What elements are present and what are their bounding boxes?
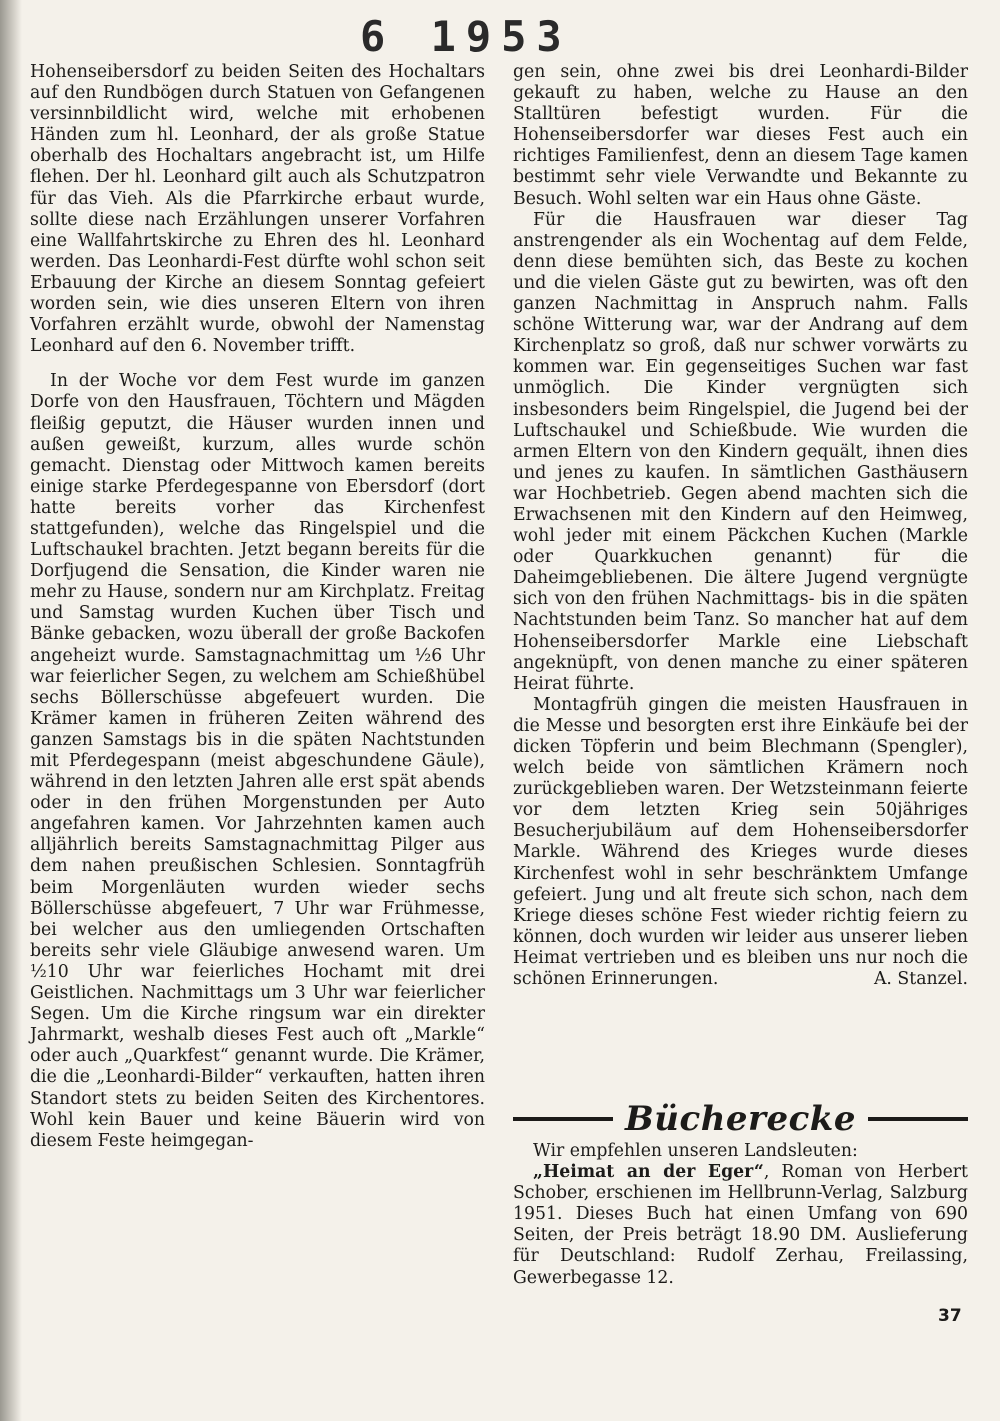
book-details: , Roman von Herbert Schober, erschienen im Hellbrunn-Verlag, Salzburg 1951. Dieses Buch hat einen Umfang von 690 Seiten, der Preis beträgt 18.90 DM. Auslieferung für Deutschland: Rudolf Zerhau, Freilassing, Gewerbegasse 12. (513, 1162, 968, 1288)
books-section-heading (513, 1097, 968, 1141)
archive-stamp: 6 1953 (360, 12, 572, 61)
heading-rule-right (868, 1117, 968, 1121)
right-paragraph-1: gen sein, ohne zwei bis drei Leonhardi-Bilder gekauft zu haben, welche zu Hause an den Stalltüren befestigt wurden. Für die Hohenseibersdorfer war dieses Fest auch ein richtiges Familienfest, denn an diesem Tage kamen bestimmt sehr viele Verwandte und Bekannte zu Besuch. Wohl selten war ein Haus ohne Gäste. (513, 62, 968, 209)
page-number: 37 (938, 1306, 962, 1326)
left-paragraph-2: In der Woche vor dem Fest wurde im ganzen Dorfe von den Hausfrauen, Töchtern und Mägden fleißig geputzt, die Häuser wurden innen und außen geweißt, kurzum, alles wurde schön gemacht. Dienstag oder Mittwoch kamen bereits einige starke Pferdegespanne von Ebersdorf (dort hatte bereits vorher das Kirchenfest stattgefunden), welche das Ringelspiel und die Luftschaukel brachten. Jetzt begann bereits für die Dorfjugend die Sensation, die Kinder waren nie mehr zu Hause, sondern nur am Kirchplatz. Freitag und Samstag wurden Kuchen über Tisch und Bänke gebacken, wozu überall der große Backofen angeheizt wurde. Samstagnachmittag um ½6 Uhr war feierlicher Segen, zu welchem am Schießhübel sechs Böllerschüsse abgefeuert wurden. Die Krämer kamen in früheren Zeiten während des ganzen Samstags bis in die späten Nachtstunden mit Pferdegespann (meist abgeschundene Gäule), während in den letzten Jahren alle erst spät abends oder in den frühen Morgenstunden per Auto angefahren kamen. Vor Jahrzehnten kamen auch alljährlich bereits Samstagnachmittag Pilger aus dem nahen preußischen Schlesien. Sonntagfrüh beim Morgenläuten wurden wieder sechs Böllerschüsse abgefeuert, 7 Uhr war Frühmesse, bei welcher aus den umliegenden Ortschaften bereits sehr viele Gläubige anwesend waren. Um ½10 Uhr war feierliches Hochamt mit drei Geistlichen. Nachmittags um 3 Uhr war feierlicher Segen. Um die Kirche ringsum war ein direkter Jahrmarkt, weshalb dieses Fest auch oft „Markle“ oder auch „Quarkfest“ genannt wurde. Die Krämer, die die „Leonhardi-Bilder“ verkauften, hatten ihren Standort stets zu beiden Seiten des Kirchentores. Wohl kein Bauer und keine Bäuerin wird von diesem Feste heimgegan- (30, 371, 485, 1151)
right-paragraph-3-text: Montagfrüh gingen die meisten Hausfrauen in die Messe und besorgten erst ihre Einkäufe bei der dicken Töpferin und beim Blechmann (Spengler), welch beide von sämtlichen Krämern noch zurückgeblieben waren. Der Wetzsteinmann feierte vor dem letzten Krieg sein 50jähriges Besucherjubiläum auf dem Hohenseibersdorfer Markle. Während des Krieges wurde dieses Kirchenfest wohl in sehr beschränktem Umfange gefeiert. Jung und alt freute sich schon, nach dem Kriege dieses schöne Fest wieder richtig feiern zu können, doch wurden wir leider aus unserer lieben Heimat vertrieben und es bleiben uns nur noch die schönen Erinnerungen. (513, 694, 968, 990)
right-paragraph-3 (513, 695, 968, 990)
right-paragraph-2: Für die Hausfrauen war dieser Tag anstrengender als ein Wochentag auf dem Felde, denn diese bemühten sich, das Beste zu kochen und die vielen Gäste gut zu bewirten, was oft den ganzen Nachmittag in Anspruch nahm. Falls schöne Witterung war, war der Andrang auf dem Kirchenplatz so groß, daß nur schwer vorwärts zu kommen war. Ein gegenseitiges Suchen war fast unmöglich. Die Kinder vergnügten sich insbesonders beim Ringelspiel, die Jugend bei der Luftschaukel und Schießbude. Wie wurden die armen Eltern von den Kindern gequält, ihnen dies und jenes zu kaufen. In sämtlichen Gasthäusern war Hochbetrieb. Gegen abend machten sich die Erwachsenen mit den Kindern auf den Heimweg, wohl jeder mit einem Päckchen Kuchen (Markle oder Quarkkuchen genannt) für die Daheimgebliebenen. Die ältere Jugend vergnügte sich von den frühen Nachmittags- bis in die späten Nachtstunden beim Tanz. So mancher hat auf dem Hohenseibersdorfer Markle eine Liebschaft angeknüpft, von denen manche zu einer späteren Heirat führte. (513, 209, 968, 694)
book-recommendation (513, 1162, 968, 1289)
left-column (30, 62, 485, 1152)
heading-rule-left (513, 1117, 613, 1121)
book-title: „Heimat an der Eger“ (533, 1162, 764, 1183)
books-section-body (513, 1141, 968, 1289)
books-intro: Wir empfehlen unseren Landsleuten: (533, 1141, 858, 1161)
right-column (513, 62, 968, 990)
books-heading-title: Bücherecke (625, 1099, 856, 1139)
author-signature: A. Stanzel. (873, 969, 968, 990)
page-binding-shadow (0, 0, 22, 1421)
left-paragraph-1: Hohenseibersdorf zu beiden Seiten des Hochaltars auf den Rundbögen durch Statuen von Gefangenen versinnbildlicht wird, welche mit erhobenen Händen zum hl. Leonhard, der als große Statue oberhalb des Hochaltars angebracht ist, um Hilfe flehen. Der hl. Leonhard gilt auch als Schutzpatron für das Vieh. Als die Pfarrkirche erbaut wurde, sollte diese nach Erzählungen unserer Vorfahren eine Wallfahrtskirche zu Ehren des hl. Leonhard werden. Das Leonhardi-Fest dürfte wohl schon seit Erbauung der Kirche an diesem Sonntag gefeiert worden sein, wie dies unseren Eltern von ihren Vorfahren erzählt wurde, obwohl der Namenstag Leonhard auf den 6. November trifft. (30, 62, 485, 357)
